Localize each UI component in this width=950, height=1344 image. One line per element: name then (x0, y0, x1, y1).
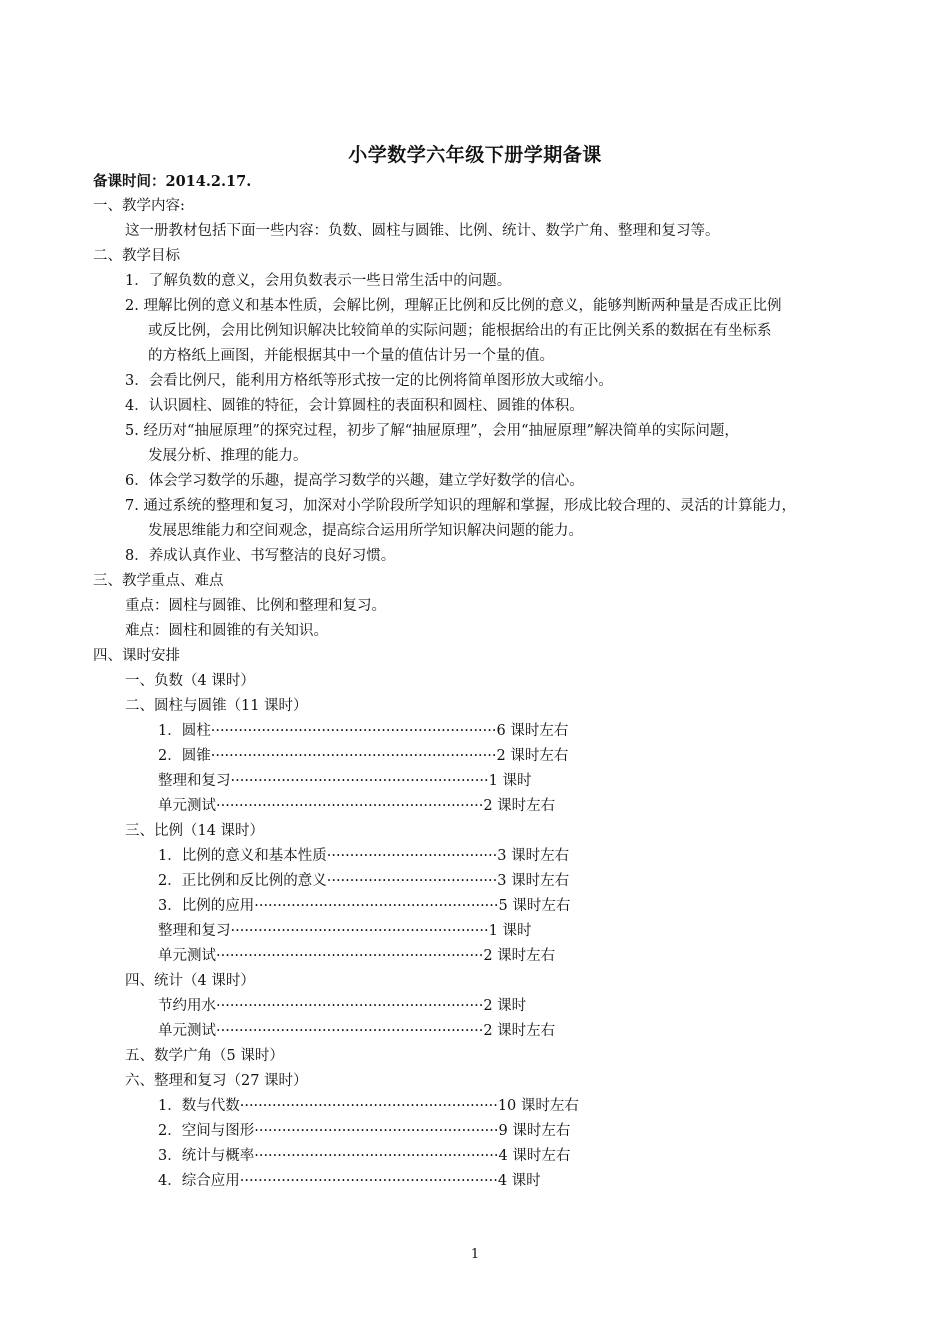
unit-3-item-3: 3．比例的应用·····················································5 课时左右 (158, 898, 571, 914)
unit-2: 二、圆柱与圆锥（11 课时） (125, 698, 308, 714)
goal-7-line-2: 发展思维能力和空间观念，提高综合运用所学知识解决问题的能力。 (148, 523, 583, 539)
goal-6: 6．体会学习数学的乐趣，提高学习数学的兴趣，建立学好数学的信心。 (125, 473, 584, 489)
goal-1: 1．了解负数的意义，会用负数表示一些日常生活中的问题。 (125, 273, 512, 289)
unit-5: 五、数学广角（5 课时） (125, 1048, 284, 1064)
unit-3: 三、比例（14 课时） (125, 823, 265, 839)
goal-3: 3．会看比例尺，能利用方格纸等形式按一定的比例将简单图形放大或缩小。 (125, 373, 613, 389)
unit-2-item-4: 单元测试··························································2 课时左右 (158, 798, 556, 814)
goal-5-line-1: 5. 经历对“抽屉原理”的探究过程，初步了解“抽屉原理”，会用“抽屉原理”解决简单的实际问题， (125, 423, 739, 439)
section-3-heading: 三、教学重点、难点 (93, 573, 224, 589)
section-1-heading: 一、教学内容: (93, 198, 185, 214)
unit-4-item-1: 节约用水··························································2 课时 (158, 998, 527, 1014)
unit-3-item-4: 整理和复习························································1 课时 (158, 923, 532, 939)
unit-6-item-1: 1．数与代数························································10 课时左右 (158, 1098, 579, 1114)
goal-2-line-2: 或反比例，会用比例知识解决比较简单的实际问题；能根据给出的有正比例关系的数据在有坐标系 (148, 323, 772, 339)
unit-4: 四、统计（4 课时） (125, 973, 255, 989)
difficult-points: 难点：圆柱和圆锥的有关知识。 (125, 623, 328, 639)
unit-3-item-2: 2．正比例和反比例的意义·····································3 课时左右 (158, 873, 570, 889)
goal-2-line-3: 的方格纸上画图，并能根据其中一个量的值估计另一个量的值。 (148, 348, 554, 364)
goal-4: 4．认识圆柱、圆锥的特征，会计算圆柱的表面积和圆柱、圆锥的体积。 (125, 398, 584, 414)
key-points: 重点：圆柱与圆锥、比例和整理和复习。 (125, 598, 386, 614)
unit-6-item-4: 4．综合应用························································4 课时 (158, 1173, 541, 1189)
goal-2-line-1: 2. 理解比例的意义和基本性质，会解比例，理解正比例和反比例的意义，能够判断两种量是否成正比例 (125, 298, 782, 314)
prep-date: 备课时间：2014.2.17. (93, 173, 252, 190)
document-title: 小学数学六年级下册学期备课 (348, 144, 602, 166)
unit-3-item-5: 单元测试··························································2 课时左右 (158, 948, 556, 964)
unit-6: 六、整理和复习（27 课时） (125, 1073, 308, 1089)
unit-2-item-2: 2．圆锥······························································2 课时左右 (158, 748, 569, 764)
unit-3-item-1: 1．比例的意义和基本性质·····································3 课时左右 (158, 848, 570, 864)
page-number: 1 (470, 1247, 480, 1262)
goal-7-line-1: 7. 通过系统的整理和复习，加深对小学阶段所学知识的理解和掌握，形成比较合理的、灵活的计算能力， (125, 498, 796, 514)
section-1-body: 这一册教材包括下面一些内容：负数、圆柱与圆锥、比例、统计、数学广角、整理和复习等。 (125, 223, 720, 239)
unit-2-item-1: 1．圆柱······························································6 课时左右 (158, 723, 569, 739)
unit-4-item-2: 单元测试··························································2 课时左右 (158, 1023, 556, 1039)
unit-6-item-3: 3．统计与概率·····················································4 课时左右 (158, 1148, 571, 1164)
goal-8: 8．养成认真作业、书写整洁的良好习惯。 (125, 548, 396, 564)
section-4-heading: 四、课时安排 (93, 648, 180, 664)
goal-5-line-2: 发展分析、推理的能力。 (148, 448, 308, 464)
unit-2-item-3: 整理和复习························································1 课时 (158, 773, 532, 789)
section-2-heading: 二、教学目标 (93, 248, 180, 264)
unit-6-item-2: 2．空间与图形·····················································9 课时左右 (158, 1123, 571, 1139)
unit-1: 一、负数（4 课时） (125, 673, 255, 689)
